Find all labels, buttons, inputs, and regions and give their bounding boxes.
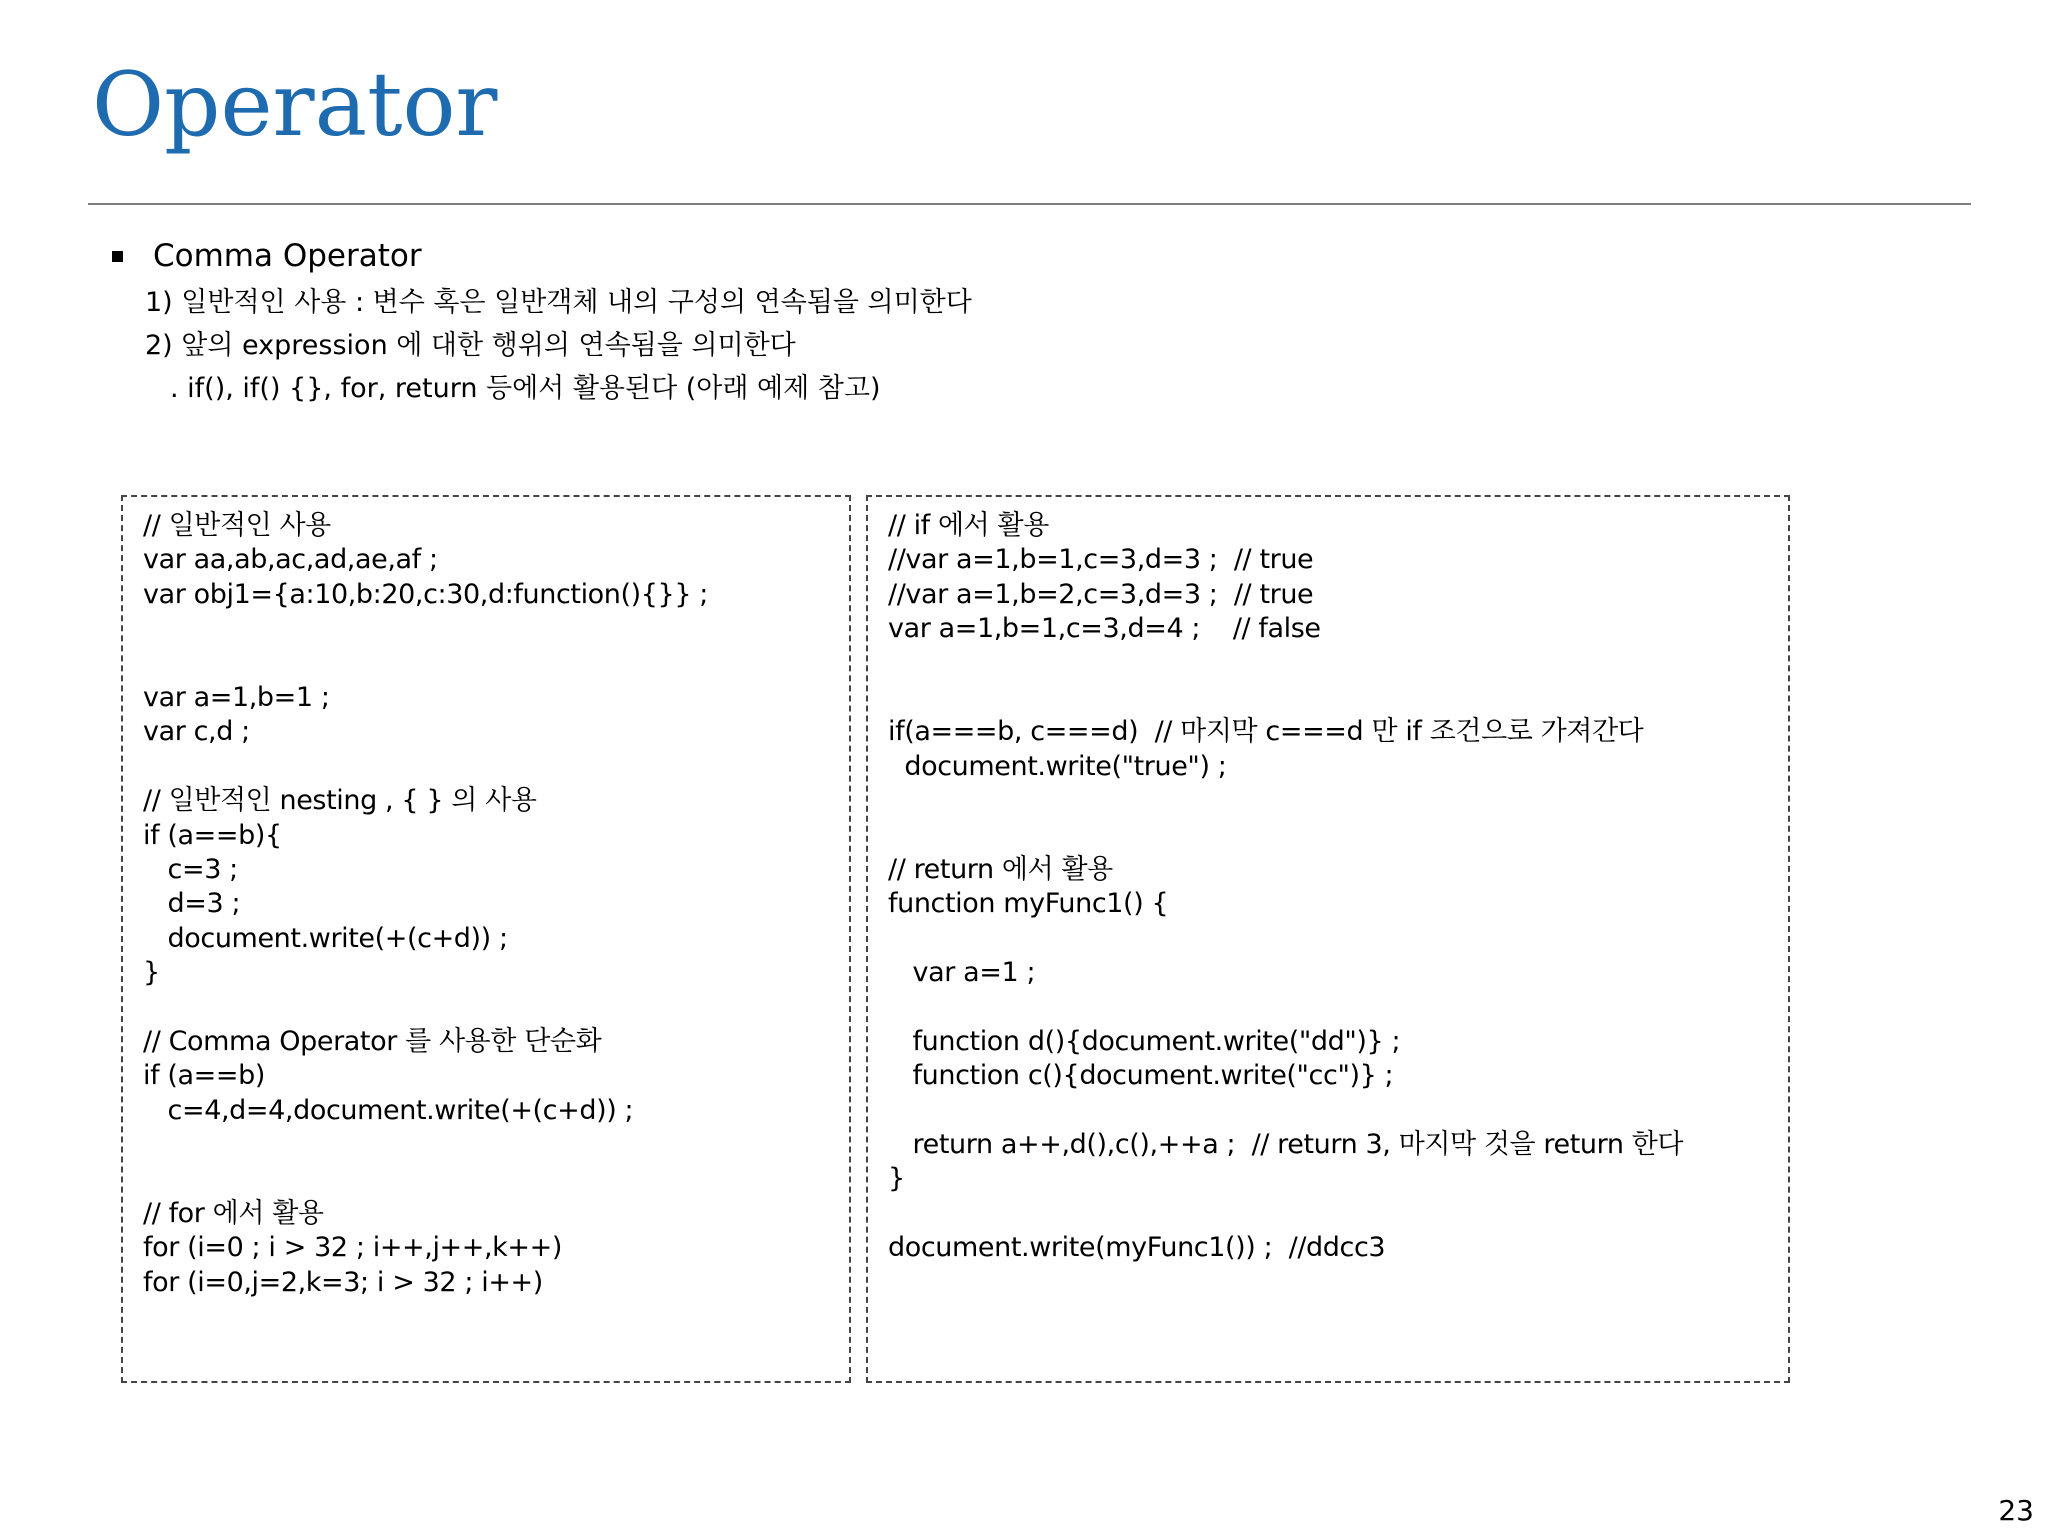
title-divider — [88, 203, 1971, 205]
code-line — [888, 1197, 1788, 1231]
code-line: c=4,d=4,document.write(+(c+d)) ; — [143, 1094, 634, 1126]
code-line: function myFunc1() { — [888, 888, 1169, 920]
code-line: c=3 ; — [143, 853, 238, 885]
code-line: //var a=1,b=1,c=3,d=3 ; // true — [888, 544, 1314, 576]
code-line: var a=1,b=1 ; — [143, 681, 330, 713]
code-line: // for 에서 활용 — [143, 1197, 324, 1229]
bullet-heading: Comma Operator — [153, 238, 422, 274]
code-line: // if 에서 활용 — [888, 510, 1049, 541]
code-line — [143, 750, 849, 784]
code-line: var aa,ab,ac,ad,ae,af ; — [143, 544, 438, 576]
code-line: var a=1,b=1,c=3,d=4 ; // false — [888, 613, 1321, 645]
code-line: document.write(myFunc1()) ; //ddcc3 — [888, 1232, 1386, 1264]
code-line: //var a=1,b=2,c=3,d=3 ; // true — [888, 578, 1314, 610]
code-line: if (a==b) — [143, 1060, 265, 1092]
code-line — [143, 1128, 849, 1162]
code-line — [143, 1162, 849, 1196]
code-line — [888, 1094, 1788, 1128]
code-line — [888, 647, 1788, 681]
code-line: } — [888, 1163, 905, 1195]
code-line: if(a===b, c===d) // 마지막 c===d 만 if 조건으로 가져간다 — [888, 716, 1644, 748]
code-line: } — [143, 957, 160, 989]
sub-item-2: 2) 앞의 expression 에 대한 행위의 연속됨을 의미한다 — [145, 330, 796, 361]
sub-item-1: 1) 일반적인 사용 : 변수 혹은 일반객체 내의 구성의 연속됨을 의미한다 — [145, 287, 972, 318]
sub-item-3: . if(), if() {}, for, return 등에서 활용된다 (아래 예제 참고) — [170, 373, 881, 404]
page-number: 23 — [1998, 1494, 2034, 1527]
code-line: document.write(+(c+d)) ; — [143, 922, 508, 954]
code-line: document.write("true") ; — [888, 750, 1227, 782]
code-line: for (i=0,j=2,k=3; i > 32 ; i++) — [143, 1266, 543, 1298]
code-line — [888, 922, 1788, 956]
code-line — [888, 819, 1788, 853]
code-line — [143, 647, 849, 681]
code-line: return a++,d(),c(),++a ; // return 3, 마지막 것을 return 한다 — [888, 1129, 1684, 1161]
code-line: function c(){document.write("cc")} ; — [888, 1060, 1394, 1092]
code-line: if (a==b){ — [143, 819, 282, 851]
code-line: // return 에서 활용 — [888, 853, 1113, 885]
code-line: var obj1={a:10,b:20,c:30,d:function(){}} ; — [143, 578, 708, 610]
code-line — [143, 990, 849, 1024]
code-example-if-return — [866, 495, 1790, 1383]
code-line: // Comma Operator 를 사용한 단순화 — [143, 1025, 602, 1057]
code-line: var c,d ; — [143, 716, 250, 748]
slide-title: Operator — [92, 53, 498, 156]
code-line — [888, 990, 1788, 1024]
code-line — [143, 612, 849, 646]
code-line — [888, 681, 1788, 715]
bullet-comma-operator — [112, 234, 422, 278]
code-line: var a=1 ; — [888, 957, 1036, 989]
code-line: // 일반적인 사용 — [143, 510, 331, 541]
code-example-general — [121, 495, 851, 1383]
square-bullet-icon — [112, 251, 123, 262]
code-line: function d(){document.write("dd")} ; — [888, 1025, 1401, 1057]
code-line: d=3 ; — [143, 888, 241, 920]
code-line — [888, 784, 1788, 818]
code-line: for (i=0 ; i > 32 ; i++,j++,k++) — [143, 1232, 562, 1264]
code-line: // 일반적인 nesting , { } 의 사용 — [143, 785, 537, 817]
